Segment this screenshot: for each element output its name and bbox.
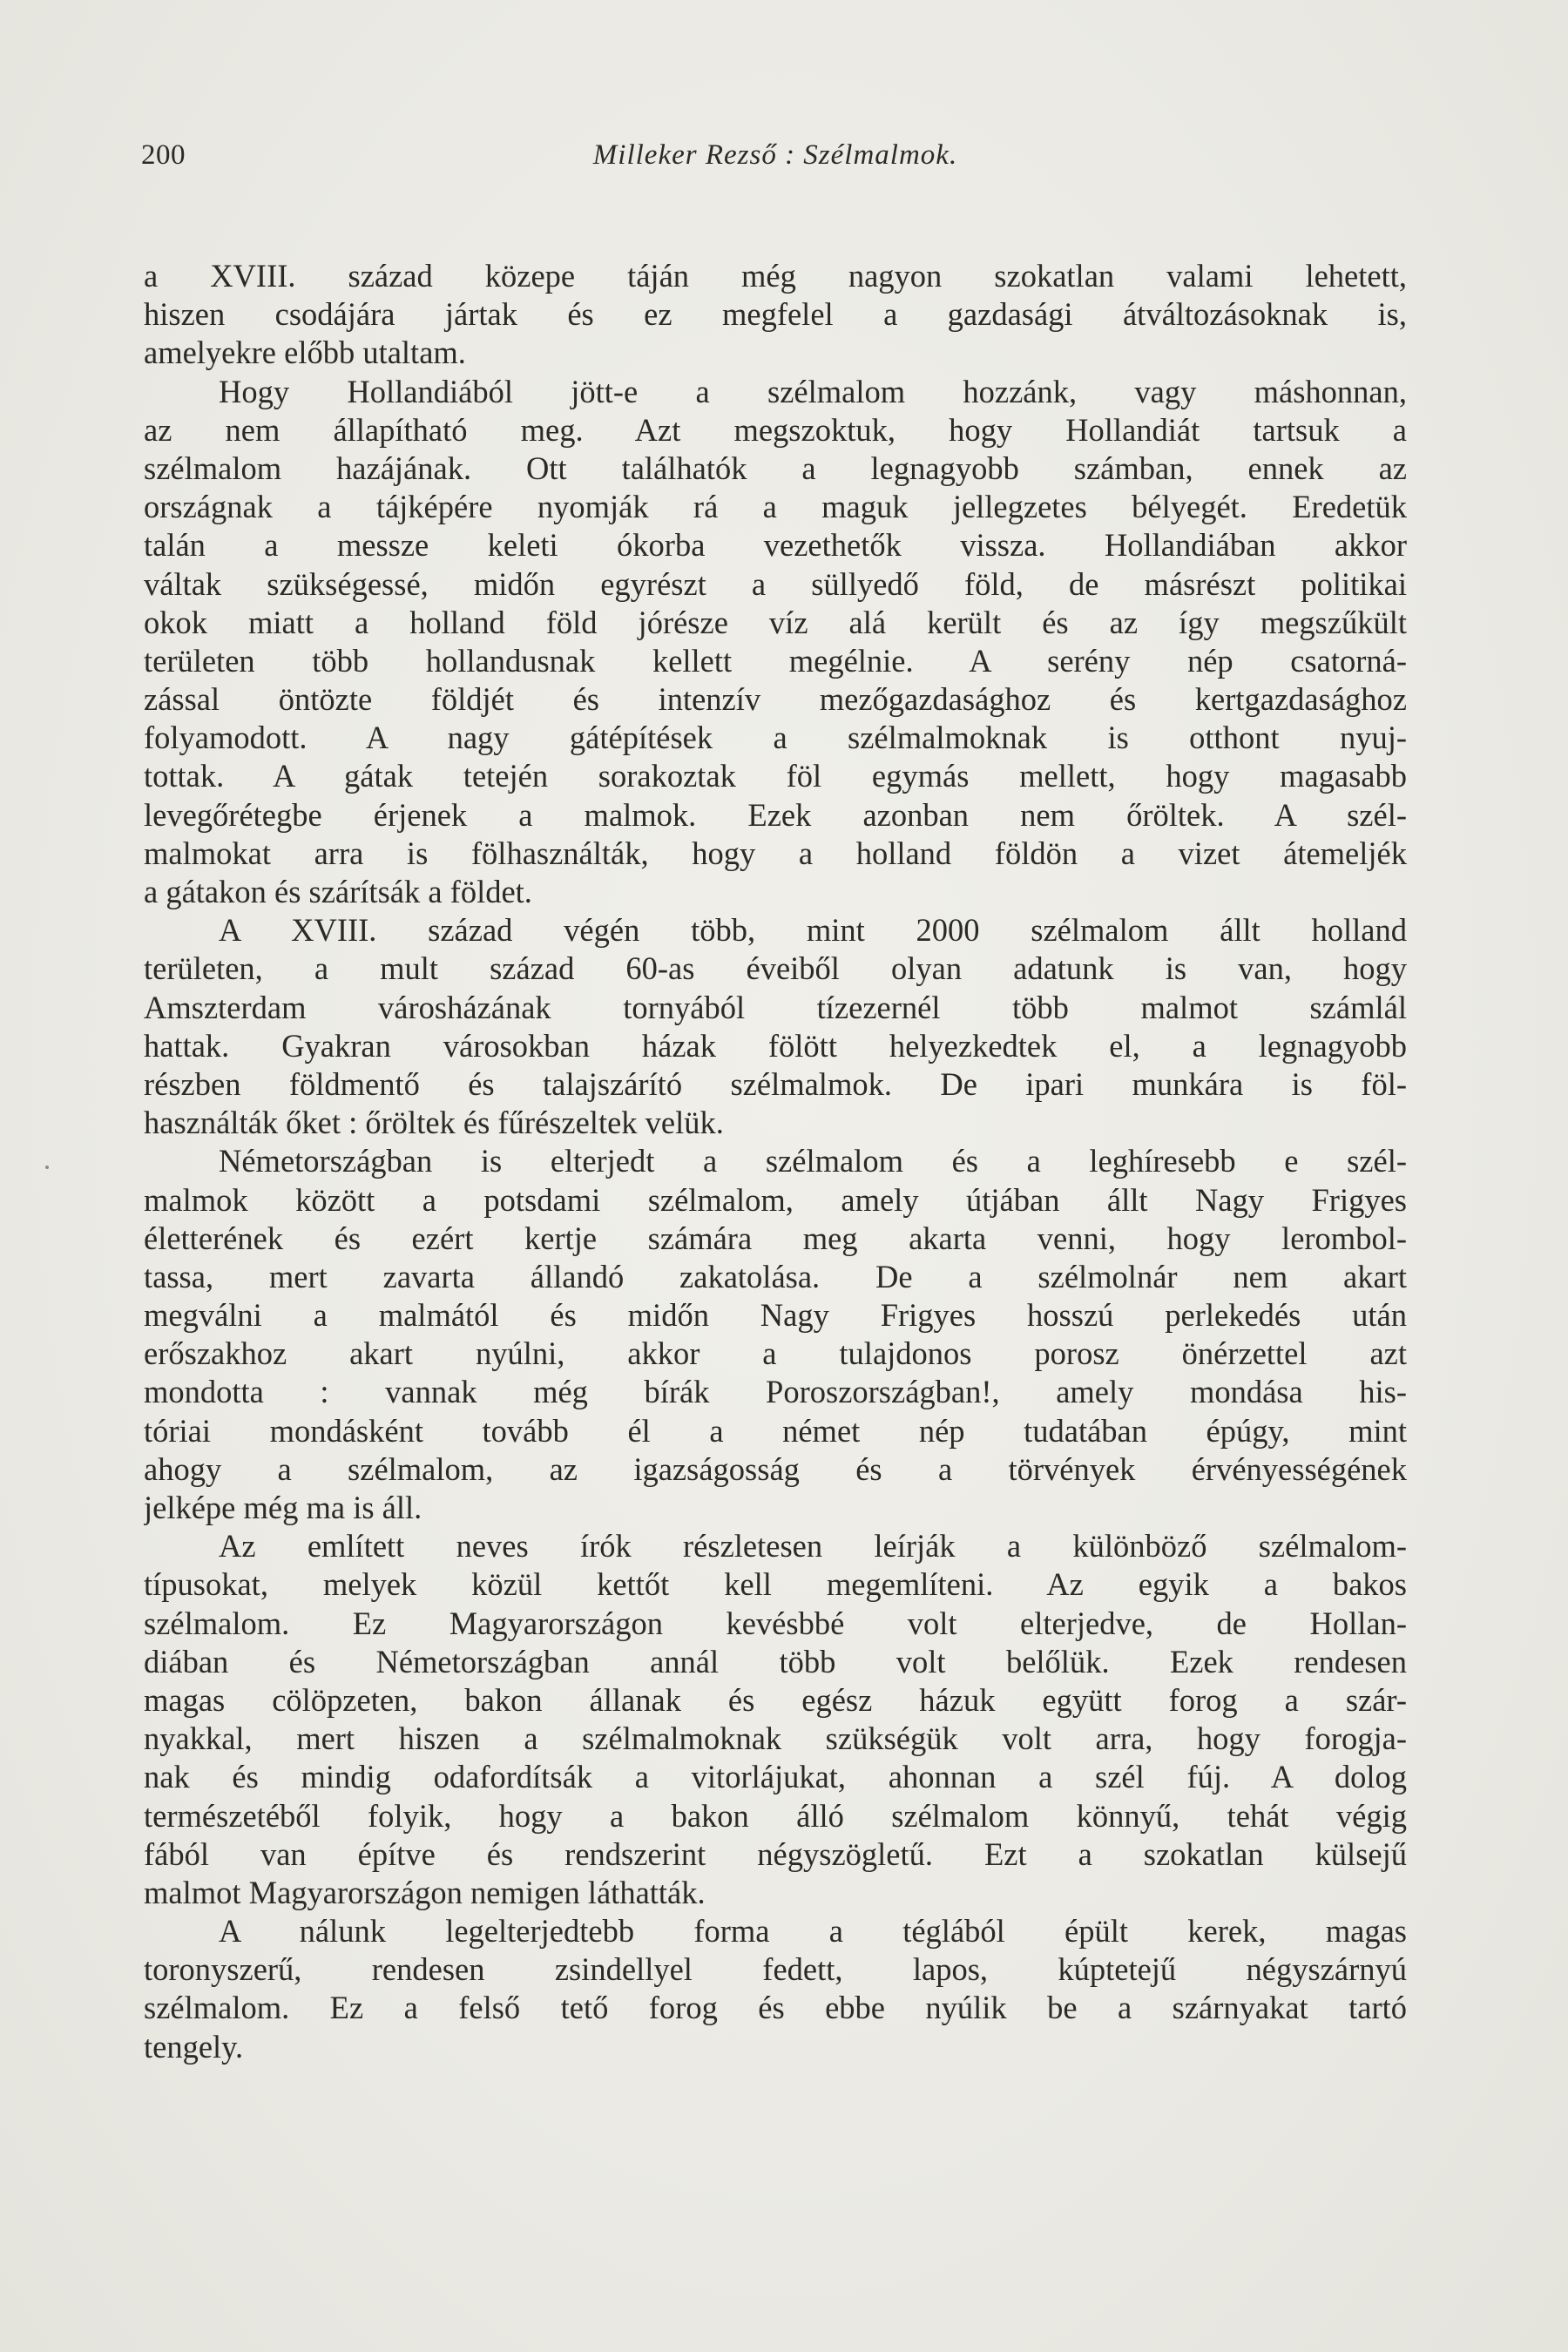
paragraph (144, 1527, 1407, 1912)
text-line: A XVIII. század végén több, mint 2000 szélmalom állt holland (219, 912, 1407, 949)
text-line: tengely. (144, 2028, 244, 2065)
text-line: hattak. Gyakran városokban házak fölött helyezkedtek el, a legnagyobb (144, 1027, 1407, 1064)
text-line: toronyszerű, rendesen zsindellyel fedett, lapos, kúptetejű négyszárnyú (144, 1951, 1407, 1988)
text-line: szélmalom hazájának. Ott találhatók a legnagyobb számban, ennek az (144, 449, 1407, 486)
text-line: talán a messze keleti ókorba vezethetők vissza. Hollandiában akkor (144, 527, 1407, 564)
text-line: területen több hollandusnak kellett megélnie. A serény nép csatorná- (144, 642, 1407, 679)
text-line: fából van építve és rendszerint négyszögletű. Ezt a szokatlan külsejű (144, 1835, 1407, 1872)
text-line: életterének és ezért kertje számára meg akarta venni, hogy lerombol- (144, 1220, 1407, 1256)
text-line: tottak. A gátak tetején sorakoztak föl egymás mellett, hogy magasabb (144, 758, 1407, 794)
text-line: hiszen csodájára jártak és ez megfelel a gazdasági átváltozásoknak is, (144, 296, 1407, 333)
text-line: malmot Magyarországon nemigen láthatták. (144, 1874, 706, 1910)
paragraph (144, 257, 1407, 373)
text-line: a gátakon és szárítsák a földet. (144, 874, 532, 909)
text-line: okok miatt a holland föld jórésze víz alá került és az így megszűkült (144, 604, 1407, 640)
text-line: jelképe még ma is áll. (144, 1490, 422, 1525)
text-line: A nálunk legelterjedtebb forma a téglából épült kerek, magas (219, 1913, 1407, 1950)
page-header (141, 139, 1409, 179)
text-line: a XVIII. század közepe táján még nagyon szokatlan valami lehetett, (144, 258, 1407, 294)
text-line: szélmalom. Ez a felső tető forog és ebbe nyúlik be a szárnyakat tartó (144, 1990, 1407, 2026)
text-line: nak és mindig odafordítsák a vitorlájukat, ahonnan a szél fúj. A dolog (144, 1759, 1407, 1795)
text-line: Hogy Hollandiából jött-e a szélmalom hozzánk, vagy máshonnan, (219, 373, 1407, 409)
text-line: típusokat, melyek közül kettőt kell megemlíteni. Az egyik a bakos (144, 1566, 1407, 1603)
paragraph (144, 911, 1407, 1142)
text-line: erőszakhoz akart nyúlni, akkor a tulajdonos porosz önérzettel azt (144, 1335, 1407, 1372)
paragraph (144, 373, 1407, 912)
text-line: Amszterdam városházának tornyából tízezernél több malmot számlál (144, 989, 1407, 1025)
text-line: malmok között a potsdami szélmalom, amely útjában állt Nagy Frigyes (144, 1181, 1407, 1218)
text-line: az nem állapítható meg. Azt megszoktuk, hogy Hollandiát tartsuk a (144, 411, 1407, 448)
text-line: Németországban is elterjedt a szélmalom és a leghíresebb e szél- (219, 1143, 1407, 1179)
margin-speck (45, 1166, 49, 1169)
text-line: ahogy a szélmalom, az igazságosság és a törvények érvényességének (144, 1450, 1407, 1487)
body-text (144, 257, 1407, 2066)
text-line: zással öntözte földjét és intenzív mezőgazdasághoz és kertgazdasághoz (144, 681, 1407, 718)
text-line: folyamodott. A nagy gátépítések a szélmalmoknak is otthont nyuj- (144, 720, 1407, 756)
text-line: mondotta : vannak még bírák Poroszországban!, amely mondása his- (144, 1374, 1407, 1410)
text-line: tassa, mert zavarta állandó zakatolása. De a szélmolnár nem akart (144, 1258, 1407, 1294)
text-line: természetéből folyik, hogy a bakon álló szélmalom könnyű, tehát végig (144, 1797, 1407, 1834)
running-title: Milleker Rezső : Szélmalmok. (592, 139, 958, 171)
text-line: váltak szükségessé, midőn egyrészt a süllyedő föld, de másrészt politikai (144, 565, 1407, 602)
paragraph (144, 1142, 1407, 1527)
text-line: megválni a malmától és midőn Nagy Frigyes hosszú perlekedés után (144, 1297, 1407, 1334)
text-line: levegőrétegbe érjenek a malmok. Ezek azonban nem őröltek. A szél- (144, 796, 1407, 833)
text-line: részben földmentő és talajszárító szélmalmok. De ipari munkára is föl- (144, 1065, 1407, 1102)
text-line: Az említett neves írók részletesen leírják a különböző szélmalom- (219, 1528, 1407, 1565)
text-line: diában és Németországban annál több volt belőlük. Ezek rendesen (144, 1643, 1407, 1680)
text-line: magas cölöpzeten, bakon állanak és egész házuk együtt forog a szár- (144, 1681, 1407, 1718)
text-line: használták őket : őröltek és fűrészeltek velük. (144, 1105, 724, 1141)
text-line: nyakkal, mert hiszen a szélmalmoknak szükségük volt arra, hogy forogja- (144, 1720, 1407, 1757)
text-line: malmokat arra is fölhasználták, hogy a holland földön a vizet átemeljék (144, 835, 1407, 871)
text-line: területen, a mult század 60-as éveiből olyan adatunk is van, hogy (144, 950, 1407, 987)
text-line: amelyekre előbb utaltam. (144, 335, 466, 371)
text-line: szélmalom. Ez Magyarországon kevésbbé volt elterjedve, de Hollan- (144, 1605, 1407, 1641)
paragraph (144, 1912, 1407, 2066)
page-number: 200 (141, 139, 186, 171)
text-line: tóriai mondásként tovább él a német nép tudatában épúgy, mint (144, 1412, 1407, 1449)
text-line: országnak a tájképére nyomják rá a maguk jellegzetes bélyegét. Eredetük (144, 489, 1407, 525)
